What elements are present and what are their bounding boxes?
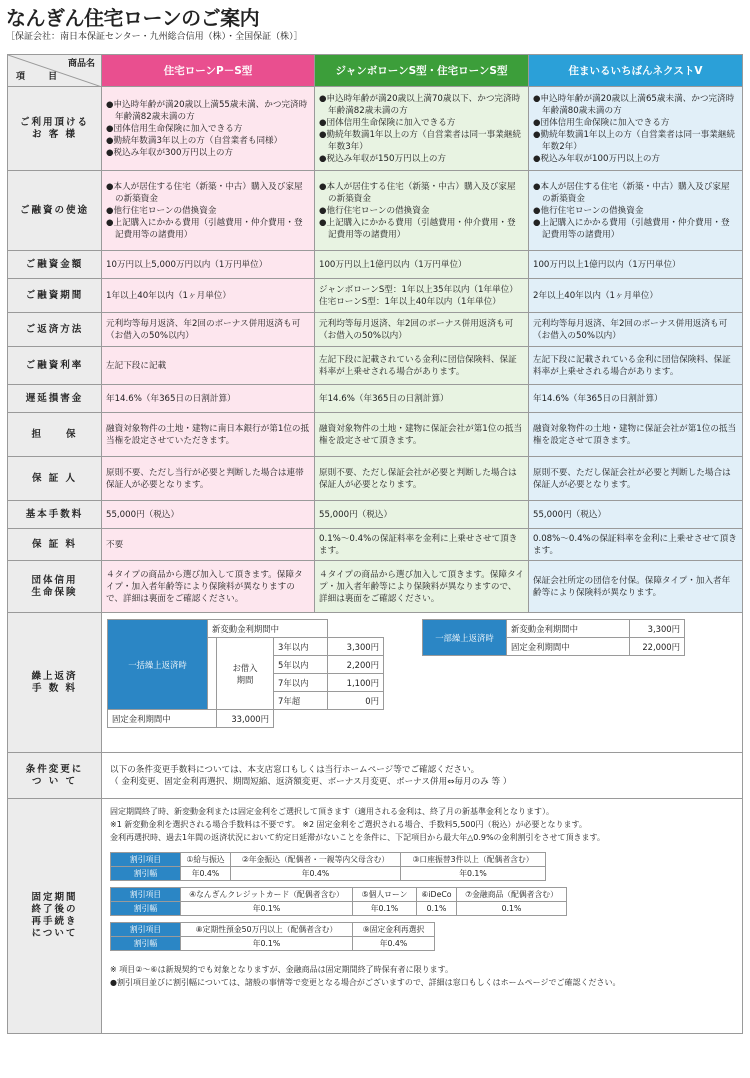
cell-line: ●申込時年齢が満20歳以上満55歳未満、かつ完済時年齢満82歳未満の方: [106, 99, 308, 122]
cell-c2: [315, 457, 529, 501]
cell-line: ジャンボローンS型：1年以上35年以内（1年単位）: [319, 284, 518, 295]
discount-item: ⑥iDeCo: [417, 888, 457, 902]
cell-c3: [529, 561, 743, 613]
cell-line: 年14.6%（年365日の日割計算）: [533, 393, 663, 404]
corner-item: 項 目: [16, 72, 68, 82]
discount-head-item: 割引項目: [111, 923, 181, 937]
cell-line: 不要: [106, 539, 124, 550]
cell-line: 年14.6%（年365日の日割計算）: [106, 393, 236, 404]
cell-line: 元利均等毎月返済、年2回のボーナス併用返済も可（お借入の50%以内）: [319, 318, 514, 341]
renew-cell: [102, 799, 743, 1034]
discount-head-rate: 割引幅: [111, 937, 181, 951]
renew-note-0: ※ 項目②～⑥は新規契約でも対象となりますが、金融商品は固定期間終了時保有者に限ります。: [110, 965, 453, 974]
row-label: ご利用頂ける お 客 様: [8, 87, 102, 171]
table-row: [8, 347, 743, 385]
partial-prepay-table: [422, 619, 685, 656]
cell-line: 元利均等毎月返済、年2回のボーナス併用返済も可（お借入の50%以内）: [106, 318, 301, 341]
cell-c3: [529, 501, 743, 529]
table-row: [8, 87, 743, 171]
row-label: ご融資期間: [8, 279, 102, 313]
table-row: [8, 251, 743, 279]
cell-c2: [315, 413, 529, 457]
cell-line: 保証会社所定の団信を付保。保障タイプ・加入者年齢等により保険料が異なります。: [533, 575, 731, 598]
table-row: [8, 457, 743, 501]
cell-line: 元利均等毎月返済、年2回のボーナス併用返済も可（お借入の50%以内）: [533, 318, 728, 341]
discount-item: ⑧定期性預金50万円以上（配偶者含む）: [181, 923, 353, 937]
renew-note-1: ●割引項目並びに割引幅については、諸般の事情等で変更となる場合がございますので、詳細は窓口もしくはホームページでご確認ください。: [110, 978, 621, 987]
cell-c2: [315, 347, 529, 385]
cell-line: ●団体信用生命保険に加入できる方: [533, 117, 670, 128]
cell-line: 1年以上40年以内（1ヶ月単位）: [106, 290, 231, 301]
cell-line: ●勤続年数満1年以上の方（自営業者は同一事業継続年数3年）: [319, 129, 522, 152]
table-row: [8, 385, 743, 413]
cell-c1: [102, 385, 315, 413]
cell-line: 融資対象物件の土地・建物に保証会社が第1位の抵当権を設定させて頂きます。: [319, 423, 523, 446]
partial-fixed: 固定金利期間中: [507, 638, 630, 656]
cell-c2: [315, 529, 529, 561]
cell-line: 原則不要、ただし当行が必要と判断した場合は連帯保証人が必要となります。: [106, 467, 304, 490]
row-label: 保 証 料: [8, 529, 102, 561]
cell-line: 100万円以上1億円以内（1万円単位）: [319, 259, 467, 270]
discount-rate: 年0.4%: [353, 937, 435, 951]
table-row: [8, 529, 743, 561]
cell-line: ●税込み年収が300万円以上の方: [106, 147, 234, 158]
cell-line: 0.1%～0.4%の保証料率を金利に上乗せさせて頂きます。: [319, 533, 518, 556]
discount-rate: 年0.1%: [353, 902, 417, 916]
discount-head-rate: 割引幅: [111, 902, 181, 916]
cell-c2: [315, 87, 529, 171]
discount-rate: 年0.4%: [231, 867, 401, 881]
cell-c1: [102, 501, 315, 529]
renew-line-1: ※1 新変動金利を選択される場合手数料は不要です。 ※2 固定金利をご選択される場合、手数料5,500円（税込）が必要となります。: [110, 820, 587, 829]
cell-line: 住宅ローンS型：1年以上40年以内（1年単位）: [319, 296, 501, 307]
cell-c2: [315, 171, 529, 251]
cell-c1: [102, 457, 315, 501]
guarantor-note: ［保証会社：南日本保証センター・九州総合信用（株）・全国保証（株）］: [6, 32, 303, 42]
change-label: 条件変更に つ い て: [8, 753, 102, 799]
row-label: ご融資金額: [8, 251, 102, 279]
row-label: ご融資の使途: [8, 171, 102, 251]
discount-rate: 年0.4%: [181, 867, 231, 881]
cell-line: ●税込み年収が100万円以上の方: [533, 153, 661, 164]
partial-fixed-fee: 22,000円: [630, 638, 685, 656]
cell-line: ●申込時年齢が満20歳以上満65歳未満、かつ完済時年齢満80歳未満の方: [533, 93, 735, 116]
loan-table: [7, 54, 743, 1034]
product-header-ps: 住宅ローンP－S型: [102, 55, 315, 87]
cell-c2: [315, 313, 529, 347]
row-label: 保 証 人: [8, 457, 102, 501]
partial-variable: 新変動金利期間中: [507, 620, 630, 638]
cell-line: 55,000円（税込）: [533, 509, 607, 520]
discount-rate: 年0.1%: [401, 867, 546, 881]
cell-c3: [529, 251, 743, 279]
cell-c3: [529, 313, 743, 347]
cell-c1: [102, 413, 315, 457]
cell-c1: [102, 347, 315, 385]
fee-2: 1,100円: [327, 674, 383, 692]
cell-line: 左記下段に記載: [106, 360, 167, 371]
cell-line: ４タイプの商品から選び加入して頂きます。保障タイプ・加入者年齢等により保険料が異なりますので、詳細は裏面をご確認ください。: [106, 569, 303, 604]
cell-c1: [102, 279, 315, 313]
table-row: [8, 501, 743, 529]
cell-line: 10万円以上5,000万円以内（1万円単位）: [106, 259, 268, 270]
discount-table-2: [110, 887, 567, 916]
cell-c3: [529, 413, 743, 457]
discount-item: ③口座振替3件以上（配偶者含む）: [401, 853, 546, 867]
renew-label: 固定期間 終了後の 再手続き について: [8, 799, 102, 1034]
discount-head-item: 割引項目: [111, 888, 181, 902]
cell-c2: [315, 501, 529, 529]
row-label: 担 保: [8, 413, 102, 457]
cell-c2: [315, 279, 529, 313]
cell-line: 55,000円（税込）: [319, 509, 393, 520]
product-header-next: 住まいるいちばんネクストV: [529, 55, 743, 87]
row-label: 基本手数料: [8, 501, 102, 529]
discount-item: ④なんぎんクレジットカード（配偶者含む）: [181, 888, 353, 902]
cell-line: 融資対象物件の土地・建物に保証会社が第1位の抵当権を設定させて頂きます。: [533, 423, 737, 446]
discount-item: ⑦金融商品（配偶者含む）: [457, 888, 567, 902]
corner-product: 商品名: [67, 59, 95, 69]
cell-line: 100万円以上1億円以内（1万円単位）: [533, 259, 681, 270]
cell-line: 原則不要、ただし保証会社が必要と判断した場合は保証人が必要となります。: [319, 467, 517, 490]
cell-line: ●他行住宅ローンの借換資金: [533, 205, 644, 216]
cell-line: ●他行住宅ローンの借換資金: [106, 205, 217, 216]
cell-line: ●団体信用生命保険に加入できる方: [319, 117, 456, 128]
change-line-1: （ 金利変更、固定金利再選択、期間短縮、返済額変更、ボーナス月変更、ボーナス併用⇔毎月のみ 等 ）: [110, 776, 512, 787]
cell-line: 年14.6%（年365日の日割計算）: [319, 393, 449, 404]
change-line-0: 以下の条件変更手数料については、本支店窓口もしくは当行ホームページ等でご確認ください。: [110, 764, 480, 775]
fee-0: 3,300円: [327, 638, 383, 656]
row-label: 遅延損害金: [8, 385, 102, 413]
table-row: [8, 561, 743, 613]
table-row: [8, 279, 743, 313]
renew-line-0: 固定期間終了時、新変動金利または固定金利をご選択して頂きます（適用される金利は、終了月の新基準金利となります）。: [110, 807, 554, 816]
cell-line: ●税込み年収が150万円以上の方: [319, 153, 447, 164]
cell-c1: [102, 87, 315, 171]
table-row: [8, 171, 743, 251]
discount-rate: 年0.1%: [181, 937, 353, 951]
cell-line: ●上記購入にかかる費用（引越費用・仲介費用・登記費用等の諸費用）: [106, 217, 303, 240]
discount-rate: 0.1%: [417, 902, 457, 916]
cell-line: ●申込時年齢が満20歳以上満70歳以下、かつ完済時年齢満82歳未満の方: [319, 93, 521, 116]
cell-c2: [315, 385, 529, 413]
cell-line: 原則不要、ただし保証会社が必要と判断した場合は保証人が必要となります。: [533, 467, 731, 490]
cell-line: 左記下段に記載されている金利に団信保険料、保証料率が上乗せされる場合があります。: [533, 354, 731, 377]
cell-line: ●他行住宅ローンの借換資金: [319, 205, 430, 216]
discount-item: ⑤個人ローン: [353, 888, 417, 902]
cell-line: ●本人が居住する住宅（新築・中古）購入及び家屋の新築資金: [106, 181, 303, 204]
cell-c3: [529, 529, 743, 561]
cell-c2: [315, 251, 529, 279]
product-header-jumbo: ジャンボローンS型・住宅ローンS型: [315, 55, 529, 87]
full-prepay-label: 一括繰上返済時: [108, 620, 208, 710]
cell-c3: [529, 279, 743, 313]
cell-c3: [529, 457, 743, 501]
change-cell: [102, 753, 743, 799]
cell-line: 55,000円（税込）: [106, 509, 180, 520]
term-3: 7年超: [274, 692, 328, 710]
cell-c3: [529, 87, 743, 171]
table-row: [8, 313, 743, 347]
term-1: 5年以内: [274, 656, 328, 674]
cell-c3: [529, 385, 743, 413]
cell-c1: [102, 529, 315, 561]
cell-line: ●団体信用生命保険に加入できる方: [106, 123, 243, 134]
discount-table-3: [110, 922, 435, 951]
cell-line: ●本人が居住する住宅（新築・中古）購入及び家屋の新築資金: [533, 181, 730, 204]
discount-rate: 年0.1%: [181, 902, 353, 916]
full-fixed-fee: 33,000円: [217, 710, 274, 728]
table-row: [8, 413, 743, 457]
full-prepay-table: [107, 619, 384, 728]
full-fixed: 固定金利期間中: [108, 710, 217, 728]
page-title: なんぎん住宅ローンのご案内: [6, 6, 260, 30]
discount-table-1: [110, 852, 546, 881]
cell-line: 融資対象物件の土地・建物に南日本銀行が第1位の抵当権を設定させていただきます。: [106, 423, 310, 446]
term-2: 7年以内: [274, 674, 328, 692]
cell-line: ●勤続年数満1年以上の方（自営業者は同一事業継続年数2年）: [533, 129, 736, 152]
fee-1: 2,200円: [327, 656, 383, 674]
cell-line: ●本人が居住する住宅（新築・中古）購入及び家屋の新築資金: [319, 181, 516, 204]
cell-c1: [102, 313, 315, 347]
discount-rate: 0.1%: [457, 902, 567, 916]
cell-c1: [102, 561, 315, 613]
row-label: 団体信用 生命保険: [8, 561, 102, 613]
full-borrow-period: お借入 期間: [217, 638, 274, 710]
partial-variable-fee: 3,300円: [630, 620, 685, 638]
discount-item: ②年金振込（配偶者・一親等内父母含む）: [231, 853, 401, 867]
discount-head-rate: 割引幅: [111, 867, 181, 881]
cell-line: ４タイプの商品から選び加入して頂きます。保障タイプ・加入者年齢等により保険料が異なりますので、詳細は裏面をご確認ください。: [319, 569, 524, 604]
row-label: ご融資利率: [8, 347, 102, 385]
cell-c3: [529, 171, 743, 251]
discount-item: ①給与振込: [181, 853, 231, 867]
renew-line-2: 金利再選択時、過去1年間の返済状況において約定日延滞がないことを条件に、下記項目から最大年△0.9%の金利割引をさせて頂きます。: [110, 833, 605, 842]
term-0: 3年以内: [274, 638, 328, 656]
discount-head-item: 割引項目: [111, 853, 181, 867]
row-label: ご返済方法: [8, 313, 102, 347]
cell-c1: [102, 251, 315, 279]
discount-item: ⑨固定金利再選択: [353, 923, 435, 937]
prepay-label: 繰上返済 手 数 料: [8, 613, 102, 753]
cell-line: 左記下段に記載されている金利に団信保険料、保証料率が上乗せされる場合があります。: [319, 354, 517, 377]
cell-line: ●勤続年数満3年以上の方（自営業者も同様）: [106, 135, 283, 146]
full-variable: 新変動金利期間中: [208, 620, 328, 638]
cell-line: 0.08%～0.4%の保証料率を金利に上乗せさせて頂きます。: [533, 533, 737, 556]
cell-line: 2年以上40年以内（1ヶ月単位）: [533, 290, 658, 301]
cell-line: ●上記購入にかかる費用（引越費用・仲介費用・登記費用等の諸費用）: [319, 217, 516, 240]
cell-c3: [529, 347, 743, 385]
table-corner: [8, 55, 102, 87]
fee-3: 0円: [327, 692, 383, 710]
partial-prepay-label: 一部繰上返済時: [423, 620, 507, 656]
cell-c1: [102, 171, 315, 251]
cell-line: ●上記購入にかかる費用（引越費用・仲介費用・登記費用等の諸費用）: [533, 217, 730, 240]
cell-c2: [315, 561, 529, 613]
prepay-cell: [102, 613, 743, 753]
